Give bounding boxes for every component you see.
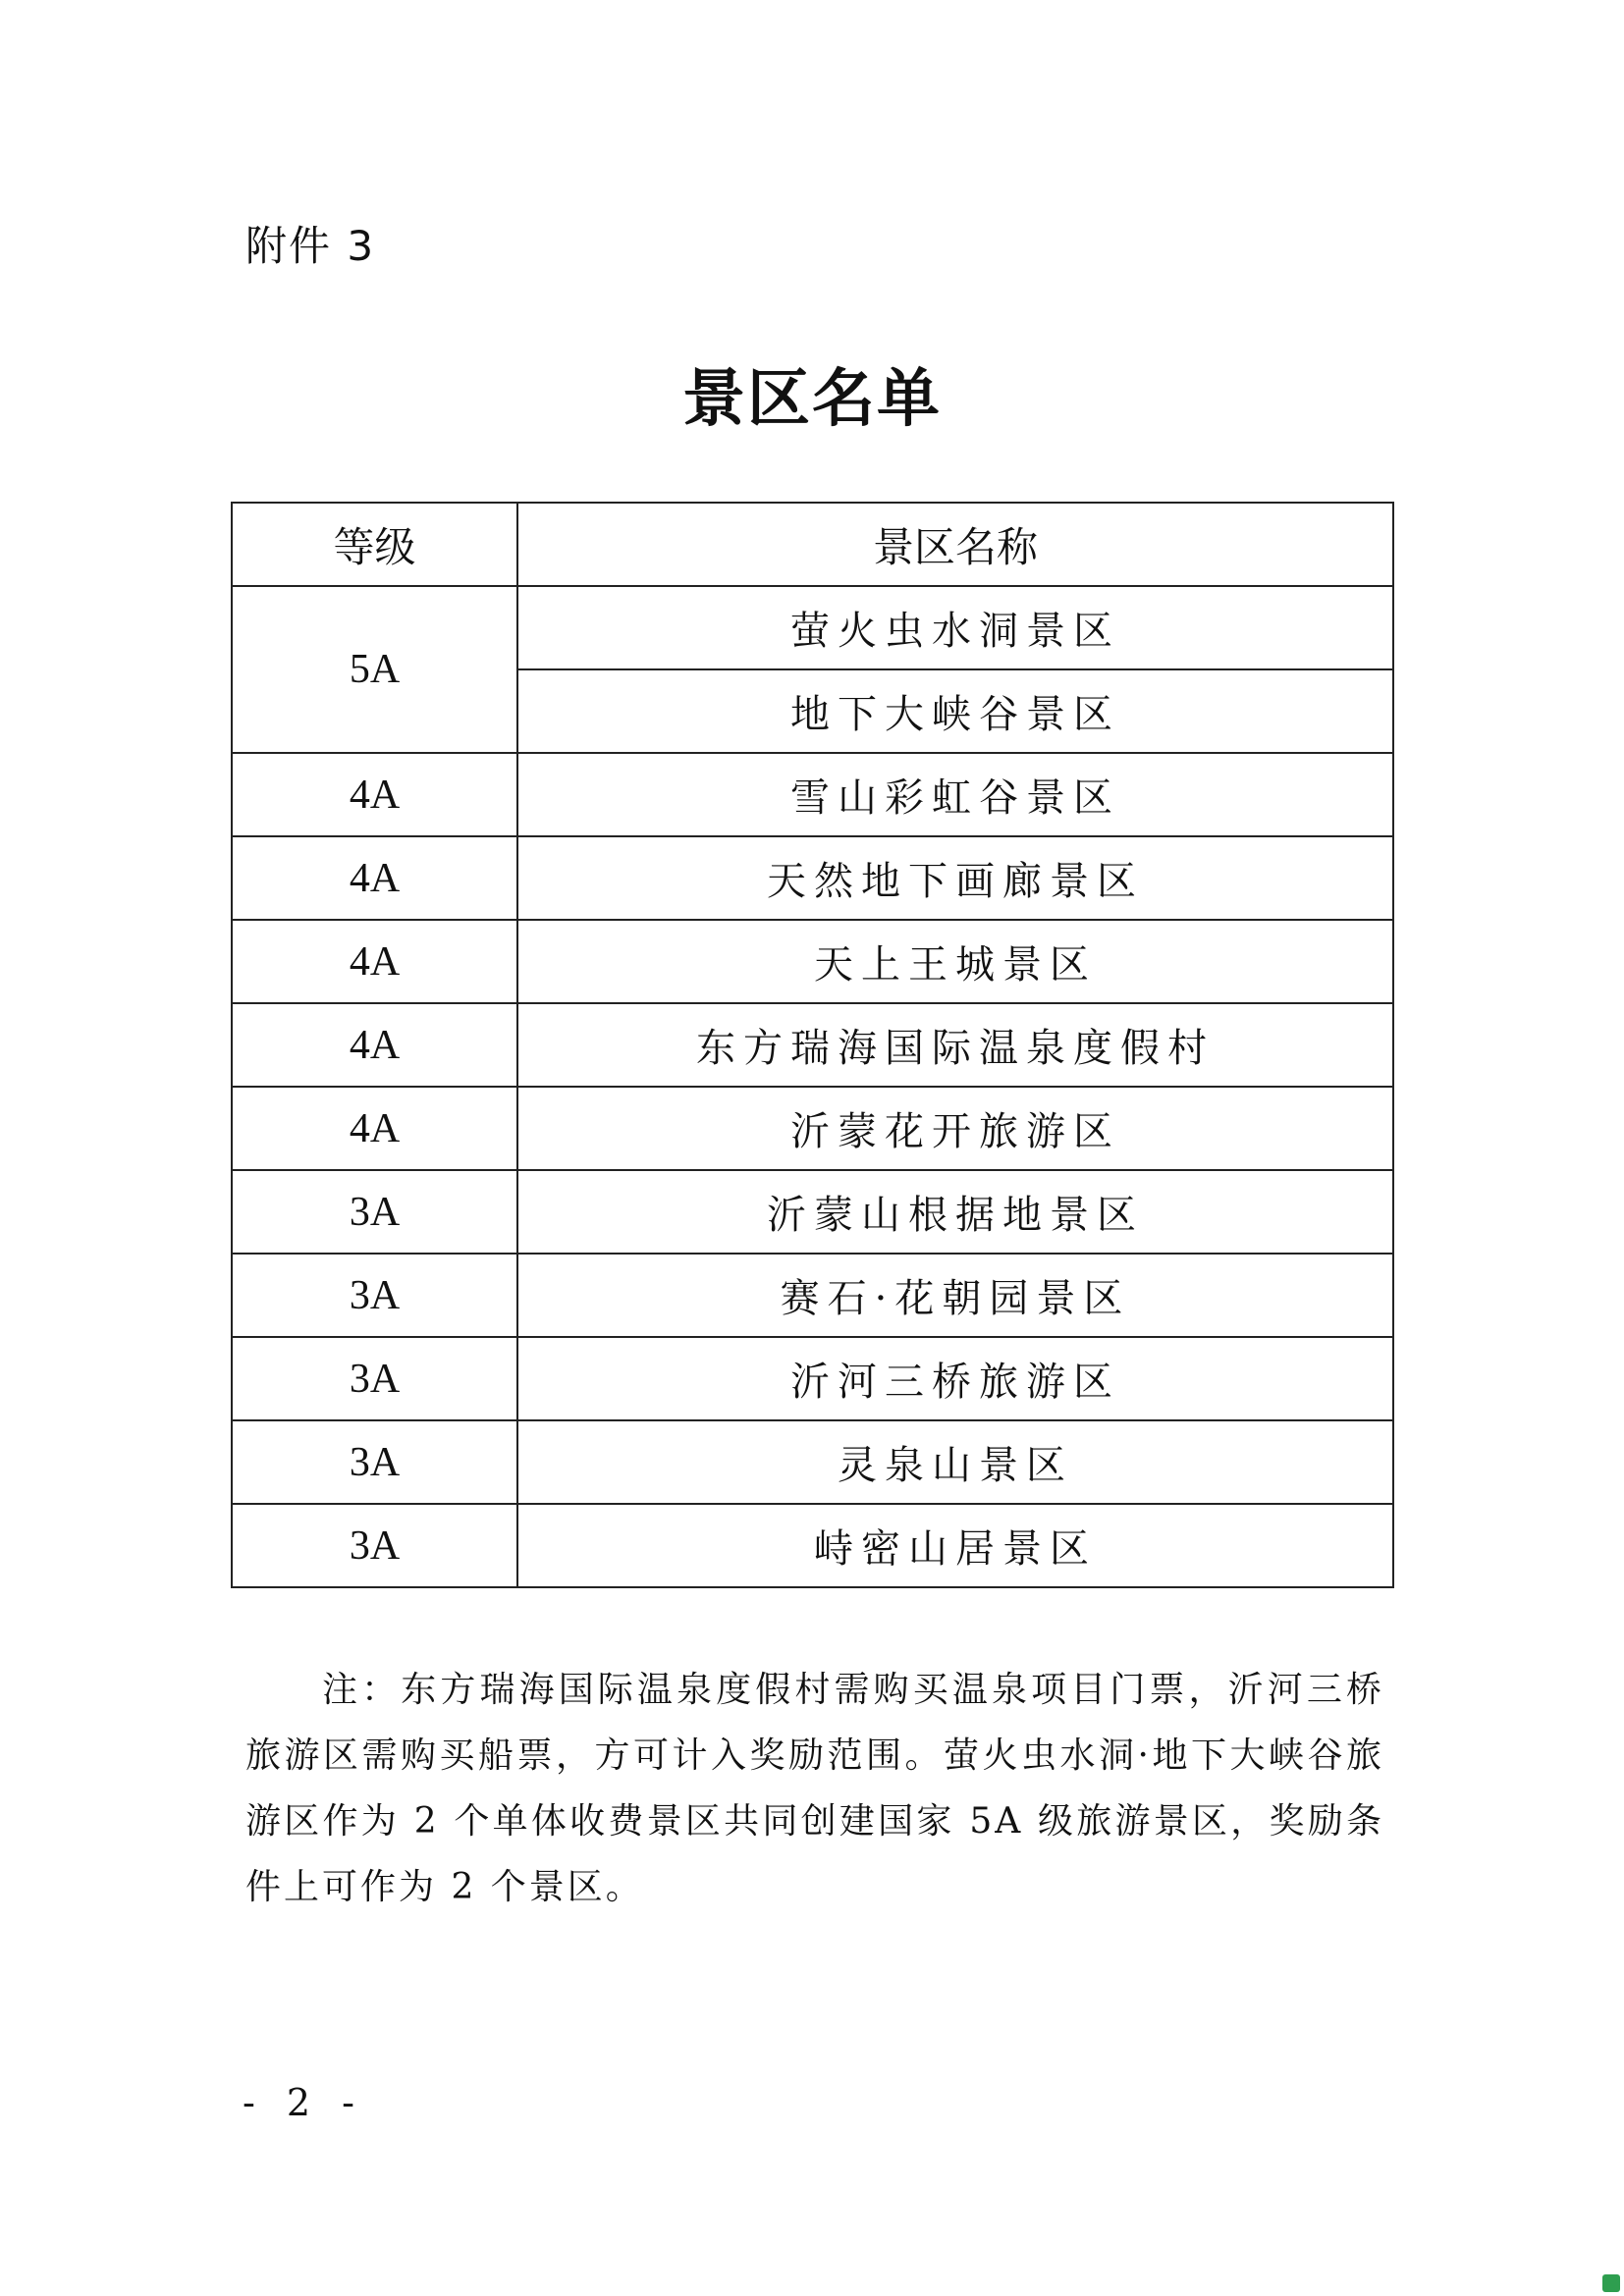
level-cell: 3A — [232, 1420, 517, 1504]
footnote: 注：东方瑞海国际温泉度假村需购买温泉项目门票，沂河三桥旅游区需购买船票，方可计入奖励范围。萤火虫水洞·地下大峡谷旅游区作为 2 个单体收费景区共同创建国家 5A 级旅游景区，奖励条件上可作为 2 个景区。 — [245, 1670, 1384, 1907]
scenic-name-cell: 天上王城景区 — [517, 920, 1393, 1003]
scenic-name-cell: 赛石·花朝园景区 — [517, 1254, 1393, 1337]
level-cell: 4A — [232, 920, 517, 1003]
scenic-name-cell: 沂蒙山根据地景区 — [517, 1170, 1393, 1254]
page-title: 景区名单 — [682, 362, 942, 436]
level-cell: 3A — [232, 1504, 517, 1587]
level-cell: 4A — [232, 1003, 517, 1087]
scenic-name-cell: 灵泉山景区 — [517, 1420, 1393, 1504]
header-name: 景区名称 — [517, 503, 1393, 586]
table-row — [232, 1170, 1393, 1254]
table-row — [232, 920, 1393, 1003]
table-row — [232, 753, 1393, 836]
table-row — [232, 1087, 1393, 1170]
scenic-area-table — [231, 502, 1394, 1588]
scenic-name-cell: 萤火虫水洞景区 — [517, 586, 1393, 669]
scenic-name-cell: 沂河三桥旅游区 — [517, 1337, 1393, 1420]
corner-badge-icon — [1602, 2274, 1620, 2292]
level-cell: 3A — [232, 1254, 517, 1337]
level-cell: 4A — [232, 753, 517, 836]
level-cell: 4A — [232, 1087, 517, 1170]
scenic-name-cell: 沂蒙花开旅游区 — [517, 1087, 1393, 1170]
table-header-row — [232, 503, 1393, 586]
scenic-name-cell: 雪山彩虹谷景区 — [517, 753, 1393, 836]
table-row — [232, 586, 1393, 669]
scenic-name-cell: 峙密山居景区 — [517, 1504, 1393, 1587]
scenic-name-cell: 天然地下画廊景区 — [517, 836, 1393, 920]
scenic-name-cell: 地下大峡谷景区 — [517, 669, 1393, 753]
header-level: 等级 — [232, 503, 517, 586]
scenic-name-cell: 东方瑞海国际温泉度假村 — [517, 1003, 1393, 1087]
level-cell: 5A — [232, 586, 517, 753]
table-row — [232, 1337, 1393, 1420]
table-row — [232, 836, 1393, 920]
table-row — [232, 1504, 1393, 1587]
table-row — [232, 1420, 1393, 1504]
level-cell: 3A — [232, 1170, 517, 1254]
page-number: - 2 - — [243, 2081, 365, 2124]
level-cell: 4A — [232, 836, 517, 920]
attachment-label: 附件 3 — [245, 222, 376, 270]
table-row — [232, 1254, 1393, 1337]
table-row — [232, 1003, 1393, 1087]
level-cell: 3A — [232, 1337, 517, 1420]
